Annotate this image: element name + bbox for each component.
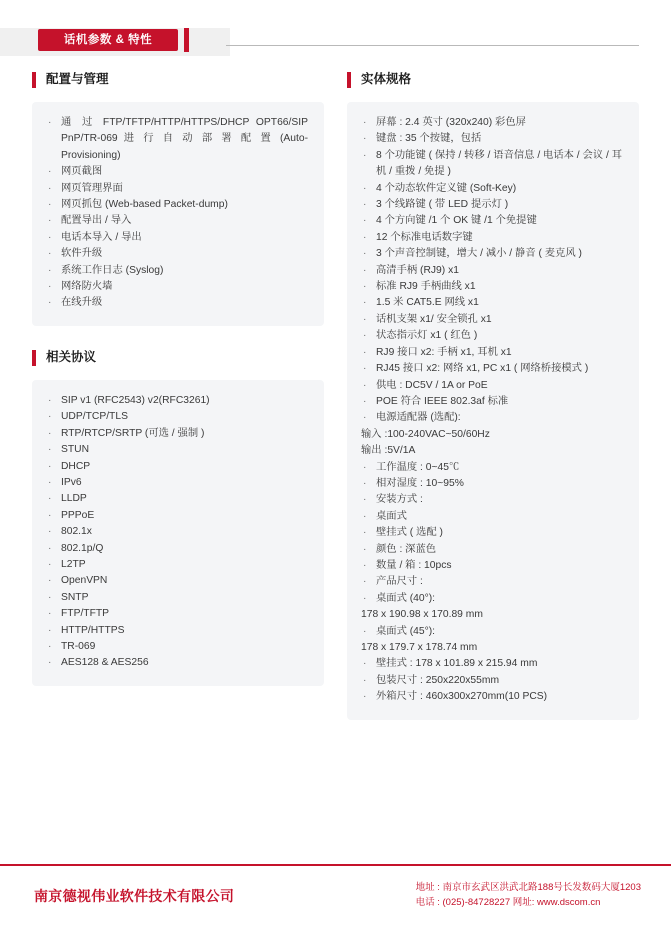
heading-bar-icon [347,72,351,88]
footer-phone-website: 电话 : (025)-84728227 网址: www.dscom.cn [415,897,601,908]
list-item-label: 壁挂式 : 178 x 101.89 x 215.94 mm [376,658,538,670]
bullet-icon: · [363,477,367,489]
list-item [361,591,623,607]
bullet-icon: · [48,493,52,505]
banner-tick-mark [184,28,189,52]
list-item [46,181,308,197]
list-item [361,460,623,476]
footer-contact-block [416,880,641,910]
list-item [46,115,308,164]
bullet-icon: · [48,117,52,128]
list-item-label: 网页截图 [61,166,103,178]
list-item-label: 802.1x [61,526,92,538]
footer-address: 地址 : 南京市玄武区洪武北路188号长发数码大厦1203 [415,882,641,893]
section-heading-hardware [347,70,639,92]
bullet-icon: · [48,542,52,554]
page-title: 话机参数 & 特性 [63,34,153,46]
list-item [46,164,308,180]
bullet-icon: · [363,691,367,703]
list-item-label: 话机支架 x1/ 安全锁孔 x1 [376,313,492,325]
list-item-label: RJ9 接口 x2: 手柄 x1, 耳机 x1 [376,346,512,358]
list-item-label: RJ45 接口 x2: 网络 x1, PC x1 ( 网络桥接模式 ) [376,363,589,375]
bullet-icon: · [48,166,52,178]
bullet-icon: · [363,658,367,670]
list-item [46,557,308,573]
bullet-icon: · [363,281,367,293]
list-item-label: 工作温度 : 0~45℃ [376,461,460,473]
section-heading-config [32,70,324,92]
bullet-icon: · [363,313,367,325]
list-item [46,508,308,524]
list-item [361,574,623,590]
config-list [46,115,308,312]
list-item [361,263,623,279]
list-item [361,213,623,229]
list-item [361,131,623,147]
list-item-label: 标准 RJ9 手柄曲线 x1 [376,281,476,293]
list-item [46,623,308,639]
list-item-label: 键盘 : 35 个按键，包括 [376,133,482,145]
bullet-icon: · [48,526,52,538]
list-item [361,607,623,623]
bullet-icon: · [363,117,367,128]
list-item [361,230,623,246]
protocols-list [46,393,308,672]
bullet-icon: · [363,363,367,375]
list-item [46,590,308,606]
heading-bar-icon [32,350,36,366]
bullet-icon: · [48,624,52,636]
list-item [361,509,623,525]
list-item-label: SNTP [61,591,89,603]
bullet-icon: · [48,199,52,211]
bullet-icon: · [363,231,367,243]
list-item [361,246,623,262]
list-item-label: 壁挂式 ( 选配 ) [376,527,443,539]
list-item-label: 网页管理界面 [61,182,123,194]
page-banner [0,28,671,56]
list-item [46,573,308,589]
list-item [361,492,623,508]
bullet-icon: · [48,427,52,439]
list-item-label: POE 符合 IEEE 802.3af 标准 [376,395,509,407]
list-item-label: 输出 :5V/1A [361,445,416,457]
list-item-label: 包装尺寸 : 250x220x55mm [376,674,500,686]
list-item-label: 输入 :100-240VAC~50/60Hz [361,428,490,440]
list-item-label: 高清手柄 (RJ9) x1 [376,264,459,276]
list-item-label: 8 个功能键 ( 保持 / 转移 / 语音信息 / 电话本 / 会议 / 耳机 / 重拨 / 免提 ) [376,149,622,178]
list-item-label: 产品尺寸 : [376,576,423,588]
list-item-label: 系统工作日志 (Syslog) [61,264,164,276]
list-item-label: 安装方式 : [376,494,423,506]
list-item-label: 4 个动态软件定义键 (Soft-Key) [376,182,517,194]
list-item-label: 电话本导入 / 导出 [61,231,142,243]
list-item-label: UDP/TCP/TLS [61,411,128,423]
list-item-label: 相对湿度 : 10~95% [376,477,464,489]
section-heading-protocols [32,348,324,370]
page-footer [0,864,671,926]
list-item-label: 3 个线路键 ( 带 LED 提示灯 ) [376,199,509,211]
list-item [46,491,308,507]
bullet-icon: · [363,346,367,358]
list-item [46,639,308,655]
list-item-label: DHCP [61,460,91,472]
right-column [347,70,639,720]
list-item [46,393,308,409]
bullet-icon: · [363,674,367,686]
bullet-icon: · [48,281,52,293]
bullet-icon: · [363,395,367,407]
bullet-icon: · [48,575,52,587]
list-item-label: 桌面式 (45°): [376,625,436,637]
list-item-label: AES128 & AES256 [61,657,149,669]
bullet-icon: · [48,608,52,620]
list-item [361,312,623,328]
section-title-protocols: 相关协议 [46,349,97,364]
list-item-label: 1.5 米 CAT5.E 网线 x1 [376,297,479,309]
list-item [46,606,308,622]
list-item-label: 外箱尺寸 : 460x300x270mm(10 PCS) [376,691,548,703]
bullet-icon: · [48,640,52,652]
bullet-icon: · [48,476,52,488]
list-item [361,197,623,213]
list-item [361,640,623,656]
bullet-icon: · [48,182,52,194]
list-item-label: 电源适配器 (选配): [376,412,461,424]
bullet-icon: · [48,657,52,669]
list-item [361,115,623,131]
list-item [361,295,623,311]
list-item [361,673,623,689]
bullet-icon: · [48,297,52,309]
list-item [361,525,623,541]
list-item [46,541,308,557]
bullet-icon: · [48,394,52,406]
list-item-label: RTP/RTCP/SRTP (可选 / 强制 ) [61,427,205,439]
list-item [46,230,308,246]
list-item-label: FTP/TFTP [61,608,110,620]
list-item-label: 供电 : DC5V / 1A or PoE [376,379,488,391]
list-item [46,246,308,262]
banner-divider [226,45,639,46]
list-item [46,213,308,229]
bullet-icon: · [363,461,367,473]
list-item [46,409,308,425]
section-title-hardware: 实体规格 [361,72,412,86]
list-item [361,542,623,558]
bullet-icon: · [48,591,52,603]
list-item [361,443,623,459]
list-item-label: 网页抓包 (Web-based Packet-dump) [61,199,228,211]
list-item-label: 通 过 FTP/TFTP/HTTP/HTTPS/DHCP OPT66/SIP PnP/TR-069 进 行 自 动 部 署 配 置 (Auto-Provisioning) [61,117,308,161]
list-item-label: 颜色 : 深蓝色 [376,543,437,555]
bullet-icon: · [363,330,367,342]
list-item-label: 3 个声音控制键，增大 / 减小 / 静音 ( 麦克风 ) [376,248,582,260]
bullet-icon: · [48,248,52,260]
list-item [361,476,623,492]
bullet-icon: · [48,215,52,227]
list-item [361,427,623,443]
list-item [361,689,623,705]
footer-divider [0,864,671,866]
list-item [46,279,308,295]
list-item-label: TR-069 [61,640,96,652]
list-item-label: 网络防火墙 [61,281,113,293]
list-item [46,263,308,279]
list-item [46,524,308,540]
list-item [361,361,623,377]
list-item [361,656,623,672]
list-item [46,426,308,442]
bullet-icon: · [48,264,52,276]
list-item [361,328,623,344]
list-item [361,378,623,394]
list-item [361,558,623,574]
list-item-label: 屏幕 : 2.4 英寸 (320x240) 彩色屏 [376,117,526,128]
list-item-label: OpenVPN [61,575,108,587]
bullet-icon: · [363,494,367,506]
bullet-icon: · [363,215,367,227]
list-item-label: 配置导出 / 导入 [61,215,132,227]
list-item-label: 数量 / 箱 : 10pcs [376,559,452,571]
list-item-label: 在线升级 [61,297,103,309]
list-item [361,624,623,640]
bullet-icon: · [363,592,367,604]
list-item [46,295,308,311]
list-item [361,394,623,410]
panel-hardware [347,102,639,720]
list-item-label: 桌面式 [376,510,407,522]
list-item-label: 桌面式 (40°): [376,592,436,604]
heading-bar-icon [32,72,36,88]
bullet-icon: · [48,411,52,423]
list-item [361,181,623,197]
section-title-config: 配置与管理 [46,72,109,86]
bullet-icon: · [363,182,367,194]
list-item-label: STUN [61,444,90,456]
list-item [361,148,623,181]
list-item [46,475,308,491]
list-item [46,655,308,671]
bullet-icon: · [363,297,367,309]
list-item-label: 802.1p/Q [61,542,104,554]
bullet-icon: · [363,199,367,211]
bullet-icon: · [48,460,52,472]
panel-protocols [32,380,324,686]
list-item-label: 软件升级 [61,248,103,260]
list-item-label: LLDP [61,493,87,505]
list-item-label: SIP v1 (RFC2543) v2(RFC3261) [61,394,210,406]
list-item-label: 12 个标准电话数字键 [376,231,473,243]
bullet-icon: · [363,133,367,145]
bullet-icon: · [363,625,367,637]
list-item-label: HTTP/HTTPS [61,624,125,636]
list-item-label: 4 个方向键 /1 个 OK 键 /1 个免提键 [376,215,537,227]
bullet-icon: · [363,264,367,276]
hardware-list [361,115,623,706]
list-item [46,197,308,213]
bullet-icon: · [48,444,52,456]
list-item-label: 178 x 179.7 x 178.74 mm [361,642,478,653]
list-item-label: 状态指示灯 x1 ( 红色 ) [376,330,478,342]
bullet-icon: · [363,248,367,260]
bullet-icon: · [363,559,367,571]
list-item-label: 178 x 190.98 x 170.89 mm [361,609,483,621]
bullet-icon: · [363,412,367,424]
list-item [361,345,623,361]
list-item [46,442,308,458]
panel-config [32,102,324,326]
list-item-label: PPPoE [61,509,95,521]
bullet-icon: · [363,149,367,161]
bullet-icon: · [363,379,367,391]
footer-company-name: 南京德视伟业软件技术有限公司 [34,888,235,904]
bullet-icon: · [363,543,367,555]
left-column [32,70,324,686]
list-item-label: IPv6 [61,476,82,488]
bullet-icon: · [48,558,52,570]
bullet-icon: · [48,231,52,243]
list-item [46,459,308,475]
bullet-icon: · [363,576,367,588]
bullet-icon: · [363,527,367,539]
list-item [361,410,623,426]
bullet-icon: · [363,510,367,522]
bullet-icon: · [48,509,52,521]
list-item-label: L2TP [61,558,86,570]
list-item [361,279,623,295]
